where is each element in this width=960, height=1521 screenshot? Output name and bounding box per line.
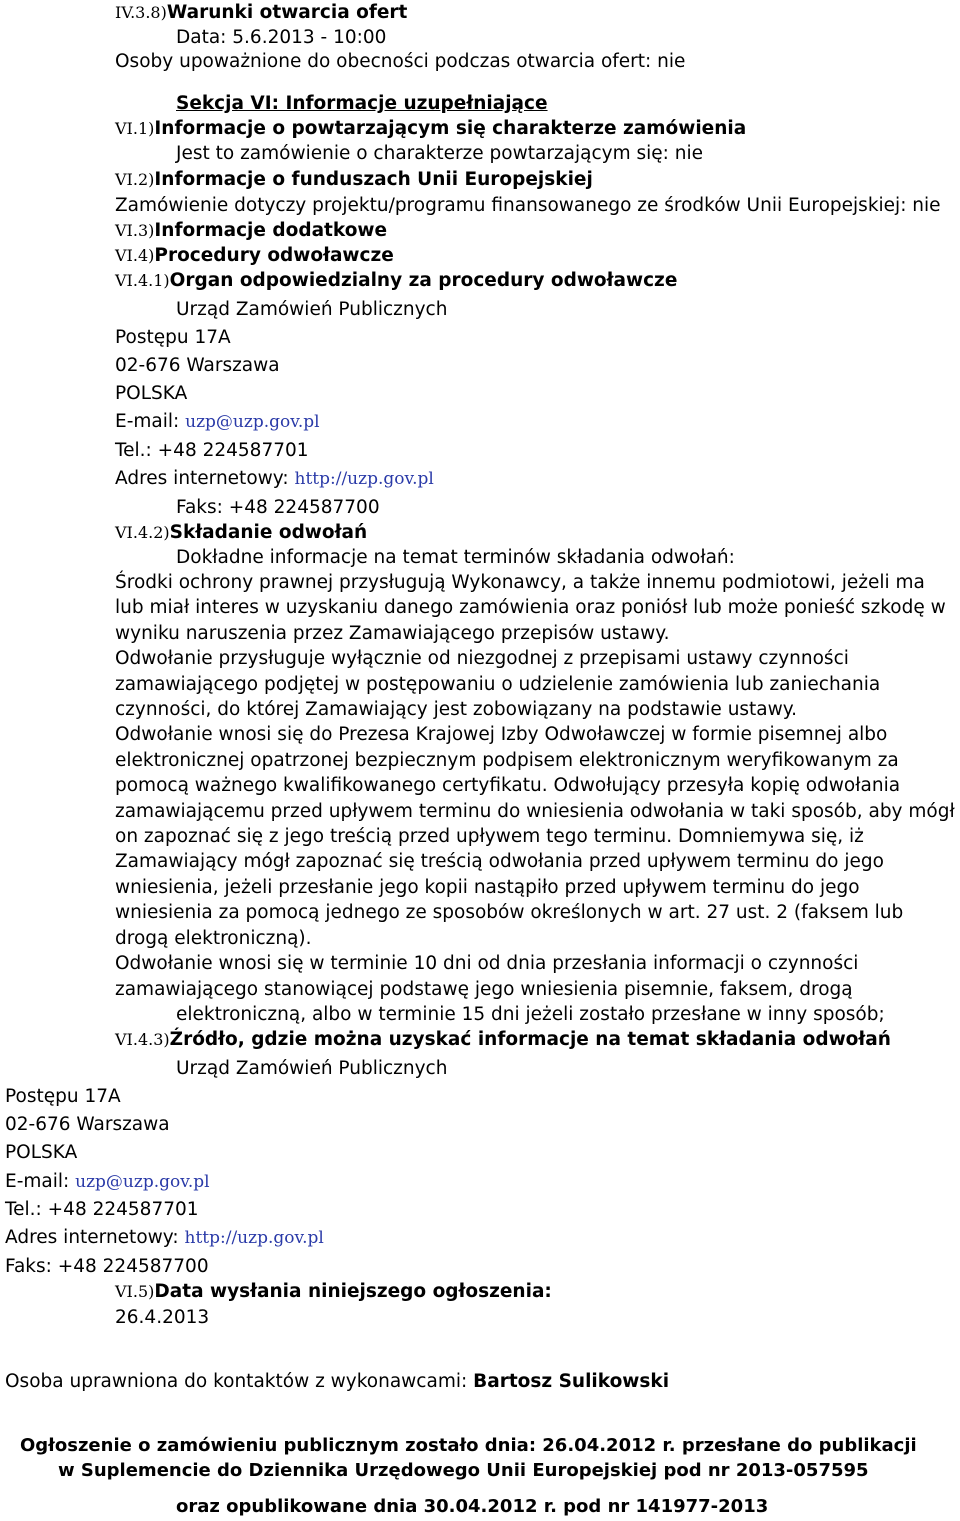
footer-line-1: Ogłoszenie o zamówieniu publicznym zostało dnia: 26.04.2012 r. przesłane do publikacji xyxy=(20,1435,917,1456)
paragraph-line: zamawiającego podjętej w postępowaniu o udzielenie zamówienia lub zaniechania xyxy=(115,673,881,695)
source-name: Urząd Zamówień Publicznych xyxy=(176,1058,448,1079)
source-city: 02-676 Warszawa xyxy=(5,1114,170,1135)
section-vi-5-heading xyxy=(115,1279,552,1305)
section-title: Organ odpowiedzialny za procedury odwoławcze xyxy=(169,270,678,291)
section-vi-3-heading xyxy=(115,218,387,244)
section-title: Źródło, gdzie można uzyskać informacje na temat składania odwołań xyxy=(169,1029,891,1050)
organ-fax: Faks: +48 224587700 xyxy=(176,497,380,518)
paragraph-line: zamawiającego stanowiącej podstawę jego wniesienia pisemnie, faksem, drogą xyxy=(115,978,853,1000)
paragraph-line: on zapoznać się z jego treścią przed upływem tego terminu. Domniemywa się, iż xyxy=(115,826,864,848)
source-street: Postępu 17A xyxy=(5,1086,121,1107)
paragraph-line: wyniku naruszenia przez Zamawiającego przepisów ustawy. xyxy=(115,622,670,644)
www-link[interactable]: http://uzp.gov.pl xyxy=(184,1228,324,1248)
paragraph-line: Odwołanie wnosi się do Prezesa Krajowej Izby Odwoławczej w formie pisemnej albo xyxy=(115,724,888,746)
section-title: Informacje dodatkowe xyxy=(154,220,388,241)
appeals-intro: Dokładne informacje na temat terminów składania odwołań: xyxy=(176,547,735,568)
section-number: VI.4) xyxy=(115,246,155,265)
section-title: Warunki otwarcia ofert xyxy=(166,2,408,23)
paragraph-line: czynności, do której Zamawiający jest zobowiązany na podstawie ustawy. xyxy=(115,699,797,721)
eu-funds-text: Zamówienie dotyczy projektu/programu finansowanego ze środków Unii Europejskiej: nie xyxy=(115,195,941,216)
organ-city: 02-676 Warszawa xyxy=(115,355,280,376)
paragraph-line: Środki ochrony prawnej przysługują Wykonawcy, a także innemu podmiotowi, jeżeli ma xyxy=(115,572,925,593)
section-number: VI.4.3) xyxy=(115,1030,170,1049)
footer-line-3: oraz opublikowane dnia 30.04.2012 r. pod nr 141977-2013 xyxy=(176,1496,769,1517)
appeals-paragraph xyxy=(115,570,960,1002)
section-number: VI.2) xyxy=(115,170,155,189)
www-label: Adres internetowy: xyxy=(5,1227,179,1248)
section-title: Data wysłania niniejszego ogłoszenia: xyxy=(154,1281,552,1302)
paragraph-line: zamawiającemu przed upływem terminu do wniesienia odwołania w taki sposób, aby mógł xyxy=(115,800,955,822)
paragraph-line: Odwołanie przysługuje wyłącznie od niezgodnej z przepisami ustawy czynności xyxy=(115,648,849,670)
section-number: VI.1) xyxy=(115,119,155,138)
paragraph-line: lub miał interes w uzyskaniu danego zamówienia oraz poniósł lub może ponieść szkodę w xyxy=(115,597,946,619)
section-number: VI.3) xyxy=(115,221,155,240)
footer-line-2: w Suplemencie do Dziennika Urzędowego Unii Europejskiej pod nr 2013-057595 xyxy=(58,1460,869,1481)
contact-name: Bartosz Sulikowski xyxy=(473,1371,670,1392)
section-vi-title: Sekcja VI: Informacje uzupełniające xyxy=(176,93,548,114)
section-title: Składanie odwołań xyxy=(169,522,368,543)
contact-label: Osoba uprawniona do kontaktów z wykonawcami: xyxy=(5,1371,468,1392)
section-title: Informacje o funduszach Unii Europejskiej xyxy=(154,169,593,190)
paragraph-line: Zamawiający mógł zapoznać się treścią odwołania przed upływem terminu do jego xyxy=(115,851,884,873)
organ-name: Urząd Zamówień Publicznych xyxy=(176,299,448,320)
paragraph-line: drogą elektroniczną). xyxy=(115,927,312,949)
section-title: Informacje o powtarzającym się charakterze zamówienia xyxy=(154,118,747,139)
section-number: VI.4.1) xyxy=(115,271,170,290)
www-label: Adres internetowy: xyxy=(115,468,289,489)
repetitive-order-text: Jest to zamówienie o charakterze powtarzającym się: nie xyxy=(176,143,703,164)
paragraph-line: pomocą ważnego kwalifikowanego certyfikatu. Odwołujący przesyła kopię odwołania xyxy=(115,775,901,797)
sent-date: 26.4.2013 xyxy=(115,1307,210,1328)
source-www-row xyxy=(5,1225,324,1251)
email-label: E-mail: xyxy=(115,411,180,432)
section-number: IV.3.8) xyxy=(115,3,167,22)
section-vi-4-1-heading xyxy=(115,268,677,294)
section-vi-4-3-heading xyxy=(115,1027,891,1053)
section-number: VI.4.2) xyxy=(115,523,170,542)
email-link[interactable]: uzp@uzp.gov.pl xyxy=(185,412,320,432)
appeals-last-line: elektroniczną, albo w terminie 15 dni jeżeli zostało przesłane w inny sposób; xyxy=(176,1004,885,1025)
source-fax: Faks: +48 224587700 xyxy=(5,1256,209,1277)
section-number: VI.5) xyxy=(115,1282,155,1301)
paragraph-line: wniesienia za pomocą jednego ze sposobów określonych w art. 27 ust. 2 (faksem lub xyxy=(115,902,904,924)
www-link[interactable]: http://uzp.gov.pl xyxy=(294,469,434,489)
section-vi-4-heading xyxy=(115,243,394,269)
source-email-row xyxy=(5,1169,210,1195)
source-country: POLSKA xyxy=(5,1142,78,1163)
email-label: E-mail: xyxy=(5,1171,70,1192)
email-link[interactable]: uzp@uzp.gov.pl xyxy=(75,1172,210,1192)
section-vi-1-heading xyxy=(115,116,746,142)
section-iv-3-8-heading xyxy=(115,0,407,26)
contact-row xyxy=(5,1369,669,1395)
paragraph-line: elektronicznej opatrzonej bezpiecznym podpisem elektronicznym weryfikowanym za xyxy=(115,749,899,771)
paragraph-line: wniesienia, jeżeli przesłanie jego kopii nastąpiło przed upływem terminu do jego xyxy=(115,876,860,898)
organ-tel: Tel.: +48 224587701 xyxy=(115,440,309,461)
section-vi-4-2-heading xyxy=(115,520,367,546)
paragraph-line: Odwołanie wnosi się w terminie 10 dni od dnia przesłania informacji o czynności xyxy=(115,953,859,975)
section-vi-2-heading xyxy=(115,167,593,193)
organ-www-row xyxy=(115,466,434,492)
opening-date: Data: 5.6.2013 - 10:00 xyxy=(176,27,387,48)
section-title: Procedury odwoławcze xyxy=(154,245,394,266)
organ-email-row xyxy=(115,409,320,435)
organ-country: POLSKA xyxy=(115,383,188,404)
source-tel: Tel.: +48 224587701 xyxy=(5,1199,199,1220)
opening-persons: Osoby upoważnione do obecności podczas otwarcia ofert: nie xyxy=(115,51,686,72)
organ-street: Postępu 17A xyxy=(115,327,231,348)
